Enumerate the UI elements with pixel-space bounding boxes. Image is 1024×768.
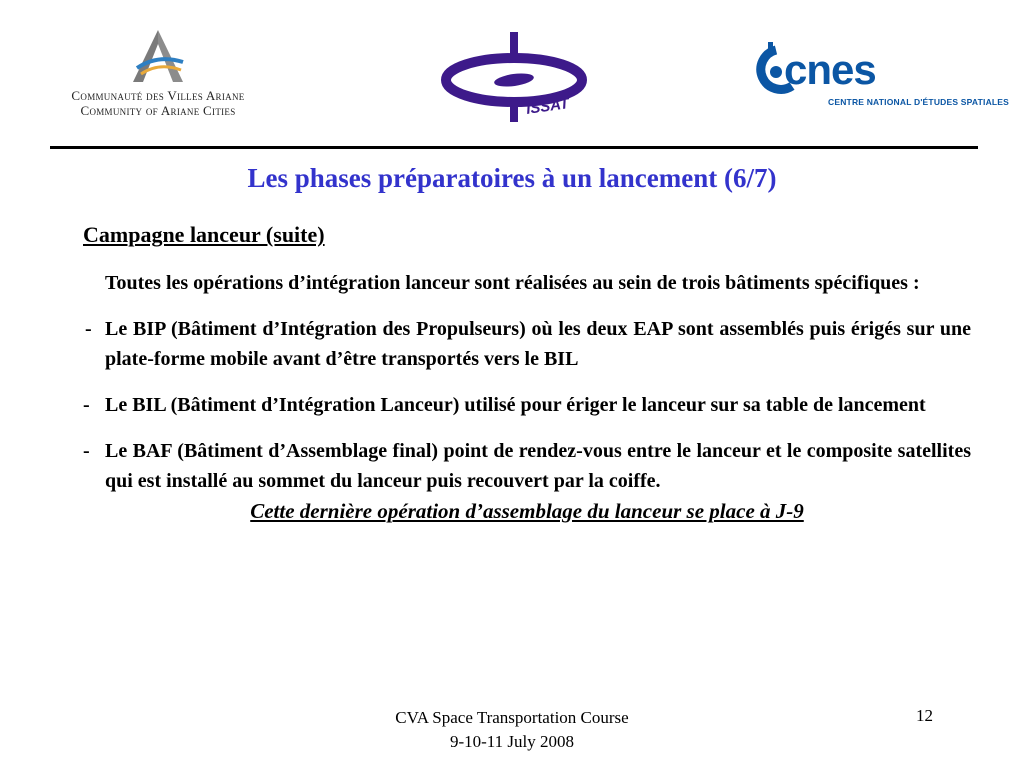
list-item-bip: [83, 314, 971, 374]
cnes-logo: [752, 40, 1010, 120]
list-item-text: Le BIP (Bâtiment d’Intégration des Propulseurs) où les deux EAP sont assemblés puis érigés sur une plate-forme mobile avant d’être transportés vers le BIL: [105, 318, 971, 370]
conclusion-line: Cette dernière opération d’assemblage du lanceur se place à J-9: [250, 499, 804, 523]
list-dash: -: [83, 440, 90, 462]
issat-logo: [440, 28, 590, 124]
list-item-bil: [83, 390, 971, 420]
cnes-wordmark: cnes: [784, 46, 876, 93]
list-item-baf: [83, 436, 971, 496]
list-dash: -: [83, 394, 90, 416]
slide-subtitle: Campagne lanceur (suite): [83, 222, 325, 247]
footer: [0, 706, 1024, 754]
ariane-logo-line2: Community of Ariane Cities: [80, 103, 236, 118]
list-item-text: Le BIL (Bâtiment d’Intégration Lanceur) utilisé pour ériger le lanceur sur sa table de lancement: [105, 394, 926, 416]
page-number: 12: [916, 706, 933, 725]
footer-date: 9-10-11 July 2008: [449, 732, 575, 751]
ariane-cities-logo: [52, 28, 264, 128]
intro-paragraph: Toutes les opérations d’intégration lanceur sont réalisées au sein de trois bâtiments spécifiques :: [105, 272, 920, 294]
footer-course: CVA Space Transportation Course: [395, 708, 629, 727]
issat-wordmark: ISSAT: [525, 95, 571, 118]
cnes-subtitle: CENTRE NATIONAL D'ÉTUDES SPATIALES: [828, 97, 1010, 107]
slide-body: [83, 268, 971, 526]
slide-title: Les phases préparatoires à un lancement (6/7): [247, 163, 777, 193]
list-item-text: Le BAF (Bâtiment d’Assemblage final) point de rendez-vous entre le lanceur et le composite satellites qui est installé au sommet du lanceur puis recouvert par la coiffe.: [105, 440, 971, 492]
ariane-a-icon: [123, 28, 193, 84]
ariane-logo-line1: Communauté des Villes Ariane: [71, 88, 245, 103]
header-divider: [50, 146, 978, 149]
list-dash: -: [85, 318, 92, 340]
